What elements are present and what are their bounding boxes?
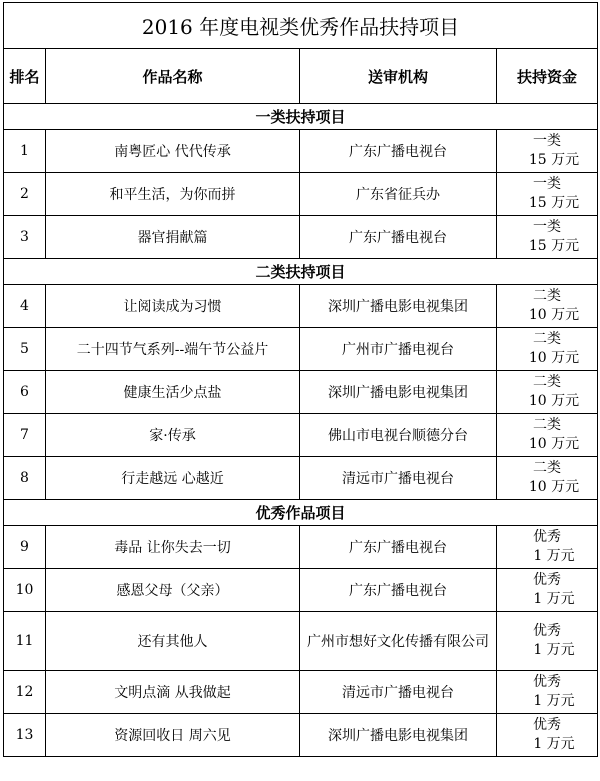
table-row (4, 457, 598, 500)
fund-cell (497, 714, 598, 757)
header-fund: 扶持资金 (497, 49, 598, 104)
rank-cell: 3 (4, 216, 46, 259)
rank-cell: 6 (4, 371, 46, 414)
org-cell: 深圳广播电影电视集团 (300, 371, 497, 414)
name-cell: 二十四节气系列--端午节公益片 (46, 328, 300, 371)
name-cell: 南粤匠心 代代传承 (46, 130, 300, 173)
org-cell: 广东广播电视台 (300, 130, 497, 173)
fund-level: 优秀 (533, 674, 561, 690)
fund-level: 二类 (533, 374, 561, 390)
fund-level: 优秀 (533, 572, 561, 588)
name-cell: 器官捐献篇 (46, 216, 300, 259)
fund-level: 一类 (533, 219, 561, 235)
section-label: 二类扶持项目 (4, 259, 598, 285)
section-label: 一类扶持项目 (4, 104, 598, 130)
fund-level: 二类 (533, 417, 561, 433)
rank-cell: 8 (4, 457, 46, 500)
rank-cell: 7 (4, 414, 46, 457)
header-rank: 排名 (4, 49, 46, 104)
table-row (4, 130, 598, 173)
org-cell: 深圳广播电影电视集团 (300, 714, 497, 757)
rank-cell: 4 (4, 285, 46, 328)
fund-cell (497, 526, 598, 569)
org-cell: 广州市广播电视台 (300, 328, 497, 371)
name-cell: 文明点滴 从我做起 (46, 671, 300, 714)
fund-amount: 10 万元 (528, 307, 580, 323)
fund-level: 优秀 (533, 529, 561, 545)
rank-cell: 2 (4, 173, 46, 216)
name-cell: 家·传承 (46, 414, 300, 457)
org-cell: 广东广播电视台 (300, 526, 497, 569)
name-cell: 毒品 让你失去一切 (46, 526, 300, 569)
fund-cell (497, 371, 598, 414)
name-cell: 感恩父母（父亲） (46, 569, 300, 612)
fund-cell (497, 130, 598, 173)
name-cell: 还有其他人 (46, 612, 300, 671)
fund-amount: 15 万元 (528, 238, 580, 254)
fund-cell (497, 216, 598, 259)
table-row (4, 414, 598, 457)
fund-level: 一类 (533, 176, 561, 192)
fund-amount: 15 万元 (528, 152, 580, 168)
rank-cell: 12 (4, 671, 46, 714)
rank-cell: 10 (4, 569, 46, 612)
table-title: 2016 年度电视类优秀作品扶持项目 (4, 3, 598, 49)
table-row (4, 328, 598, 371)
header-org: 送审机构 (300, 49, 497, 104)
fund-cell (497, 328, 598, 371)
fund-level: 二类 (533, 460, 561, 476)
fund-cell (497, 612, 598, 671)
fund-amount: 15 万元 (528, 195, 580, 211)
table-row (4, 671, 598, 714)
section-label: 优秀作品项目 (4, 500, 598, 526)
table-row (4, 216, 598, 259)
org-cell: 深圳广播电影电视集团 (300, 285, 497, 328)
fund-cell (497, 285, 598, 328)
fund-level: 二类 (533, 331, 561, 347)
header-name: 作品名称 (46, 49, 300, 104)
fund-amount: 1 万元 (533, 548, 575, 564)
fund-cell (497, 173, 598, 216)
org-cell: 广东省征兵办 (300, 173, 497, 216)
org-cell: 清远市广播电视台 (300, 457, 497, 500)
header-row (4, 49, 598, 104)
fund-amount: 1 万元 (533, 693, 575, 709)
table-row (4, 612, 598, 671)
section-header-row (4, 104, 598, 130)
name-cell: 资源回收日 周六见 (46, 714, 300, 757)
fund-cell (497, 569, 598, 612)
table-row (4, 526, 598, 569)
name-cell: 和平生活，为你而拼 (46, 173, 300, 216)
section-header-row (4, 500, 598, 526)
fund-amount: 10 万元 (528, 393, 580, 409)
fund-level: 优秀 (533, 717, 561, 733)
org-cell: 广州市想好文化传播有限公司 (300, 612, 497, 671)
name-cell: 健康生活少点盐 (46, 371, 300, 414)
org-cell: 佛山市电视台顺德分台 (300, 414, 497, 457)
fund-amount: 10 万元 (528, 436, 580, 452)
table-row (4, 285, 598, 328)
org-cell: 清远市广播电视台 (300, 671, 497, 714)
rank-cell: 5 (4, 328, 46, 371)
fund-cell (497, 457, 598, 500)
fund-amount: 10 万元 (528, 350, 580, 366)
funding-table (3, 2, 598, 757)
rank-cell: 13 (4, 714, 46, 757)
fund-level: 优秀 (533, 623, 561, 639)
rank-cell: 11 (4, 612, 46, 671)
fund-amount: 1 万元 (533, 642, 575, 658)
org-cell: 广东广播电视台 (300, 216, 497, 259)
table-row (4, 371, 598, 414)
table-row (4, 173, 598, 216)
fund-amount: 10 万元 (528, 479, 580, 495)
table-row (4, 714, 598, 757)
name-cell: 让阅读成为习惯 (46, 285, 300, 328)
rank-cell: 1 (4, 130, 46, 173)
table-row (4, 569, 598, 612)
section-header-row (4, 259, 598, 285)
fund-level: 二类 (533, 288, 561, 304)
fund-amount: 1 万元 (533, 591, 575, 607)
org-cell: 广东广播电视台 (300, 569, 497, 612)
fund-cell (497, 671, 598, 714)
fund-level: 一类 (533, 133, 561, 149)
fund-cell (497, 414, 598, 457)
name-cell: 行走越远 心越近 (46, 457, 300, 500)
fund-amount: 1 万元 (533, 736, 575, 752)
rank-cell: 9 (4, 526, 46, 569)
